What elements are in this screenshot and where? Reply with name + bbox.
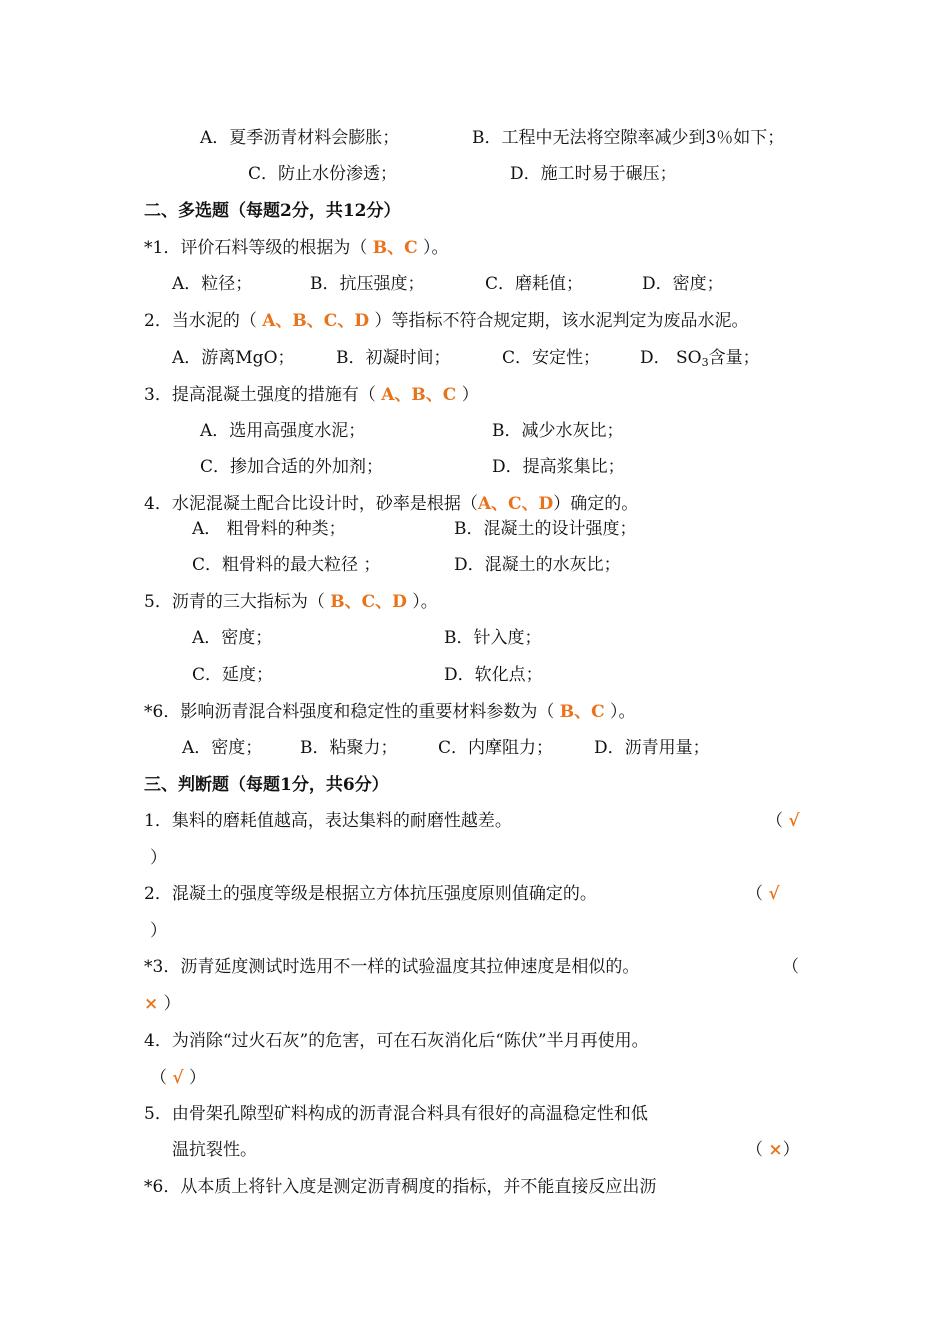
section-heading-true-false: 三、判断题（每题1分，共6分） [144, 775, 389, 795]
option-b: B．减少水灰比； [492, 421, 624, 441]
check-mark-icon: √ [172, 1068, 184, 1088]
question-stem: 4．水泥混凝土配合比设计时，砂率是根据（A、C、D）确定的。 [144, 494, 639, 514]
option-d: D．施工时易于碾压； [510, 164, 677, 184]
answer-bracket: （ √ [766, 811, 800, 831]
option-a: A．选用高强度水泥； [200, 421, 366, 441]
answer-bracket-close: ） [150, 848, 167, 868]
option-d: D．沥青用量； [594, 738, 710, 758]
question-stem: 2．当水泥的（ A、B、C、D ）等指标不符合规定期，该水泥判定为废品水泥。 [144, 311, 749, 331]
cross-mark-icon: × [768, 1140, 783, 1160]
option-c: C．粗骨料的最大粒径 ； [192, 555, 381, 575]
statement-text: 2．混凝土的强度等级是根据立方体抗压强度原则值确定的。 [144, 884, 597, 904]
option-c: C．磨耗值； [485, 274, 584, 294]
option-b: B．粘聚力； [300, 738, 398, 758]
option-d: D．混凝土的水灰比； [454, 555, 621, 575]
option-d: D．提高浆集比； [492, 457, 625, 477]
option-a: A．夏季沥青材料会膨胀； [200, 128, 400, 148]
question-stem: 5．沥青的三大指标为（ B、C、D ）。 [144, 592, 438, 612]
option-a: A．密度； [192, 628, 273, 648]
option-a: A．游离MgO； [172, 348, 295, 368]
option-d: D．软化点； [444, 665, 543, 685]
option-a: A．密度； [182, 738, 263, 758]
statement-text: 4．为消除“过火石灰”的危害，可在石灰消化后“陈伏”半月再使用。 [144, 1031, 649, 1051]
option-c: C．掺加合适的外加剂； [200, 457, 384, 477]
option-c: C．防止水份渗透； [248, 164, 398, 184]
answer-text: A、B、C、D [262, 311, 370, 331]
option-b: B．针入度； [444, 628, 542, 648]
statement-text: *6．从本质上将针入度是测定沥青稠度的指标，并不能直接反应出沥 [144, 1177, 657, 1197]
answer-text: A、B、C [381, 385, 457, 405]
statement-text-continued: 温抗裂性。 [172, 1140, 257, 1160]
option-c: C．安定性； [502, 348, 601, 368]
option-b: B．混凝土的设计强度； [454, 519, 637, 539]
answer-text: B、C、D [330, 592, 407, 612]
option-b: B．初凝时间； [336, 348, 451, 368]
option-b: B．工程中无法将空隙率减少到3％如下； [472, 128, 785, 148]
check-mark-icon: √ [788, 811, 800, 831]
section-heading-multiple-choice: 二、多选题（每题2分，共12分） [144, 201, 401, 221]
answer-text: B、C [372, 238, 418, 258]
answer-bracket-open: （ [782, 957, 799, 977]
answer-bracket: （ √ [746, 884, 780, 904]
check-mark-icon: √ [768, 884, 780, 904]
option-c: C．延度； [192, 665, 274, 685]
cross-mark-icon: × [144, 994, 159, 1014]
answer-text: B、C [559, 702, 605, 722]
option-b: B．抗压强度； [310, 274, 425, 294]
question-stem: *6．影响沥青混合料强度和稳定性的重要材料参数为（ B、C ）。 [144, 702, 636, 722]
answer-bracket: × ） [144, 994, 181, 1014]
option-c: C．内摩阻力； [438, 738, 554, 758]
option-d: D． $SO_3$含量； [640, 348, 760, 369]
option-a: A．粒径； [172, 274, 253, 294]
statement-text: 1．集料的磨耗值越高，表达集料的耐磨性越差。 [144, 811, 512, 831]
question-stem: 3．提高混凝土强度的措施有（ A、B、C ） [144, 385, 479, 405]
statement-text: *3．沥青延度测试时选用不一样的试验温度其拉伸速度是相似的。 [144, 957, 640, 977]
option-d: D．密度； [642, 274, 724, 294]
answer-text: A、C、D [477, 494, 554, 514]
question-stem: *1．评价石料等级的根据为（ B、C ）。 [144, 238, 449, 258]
statement-text: 5．由骨架孔隙型矿料构成的沥青混合料具有很好的高温稳定性和低 [144, 1104, 648, 1124]
answer-bracket: （ ×） [746, 1140, 800, 1160]
option-a: A． 粗骨料的种类； [192, 519, 346, 539]
answer-bracket-close: ） [150, 921, 167, 941]
answer-bracket: （ √ ） [150, 1068, 206, 1088]
